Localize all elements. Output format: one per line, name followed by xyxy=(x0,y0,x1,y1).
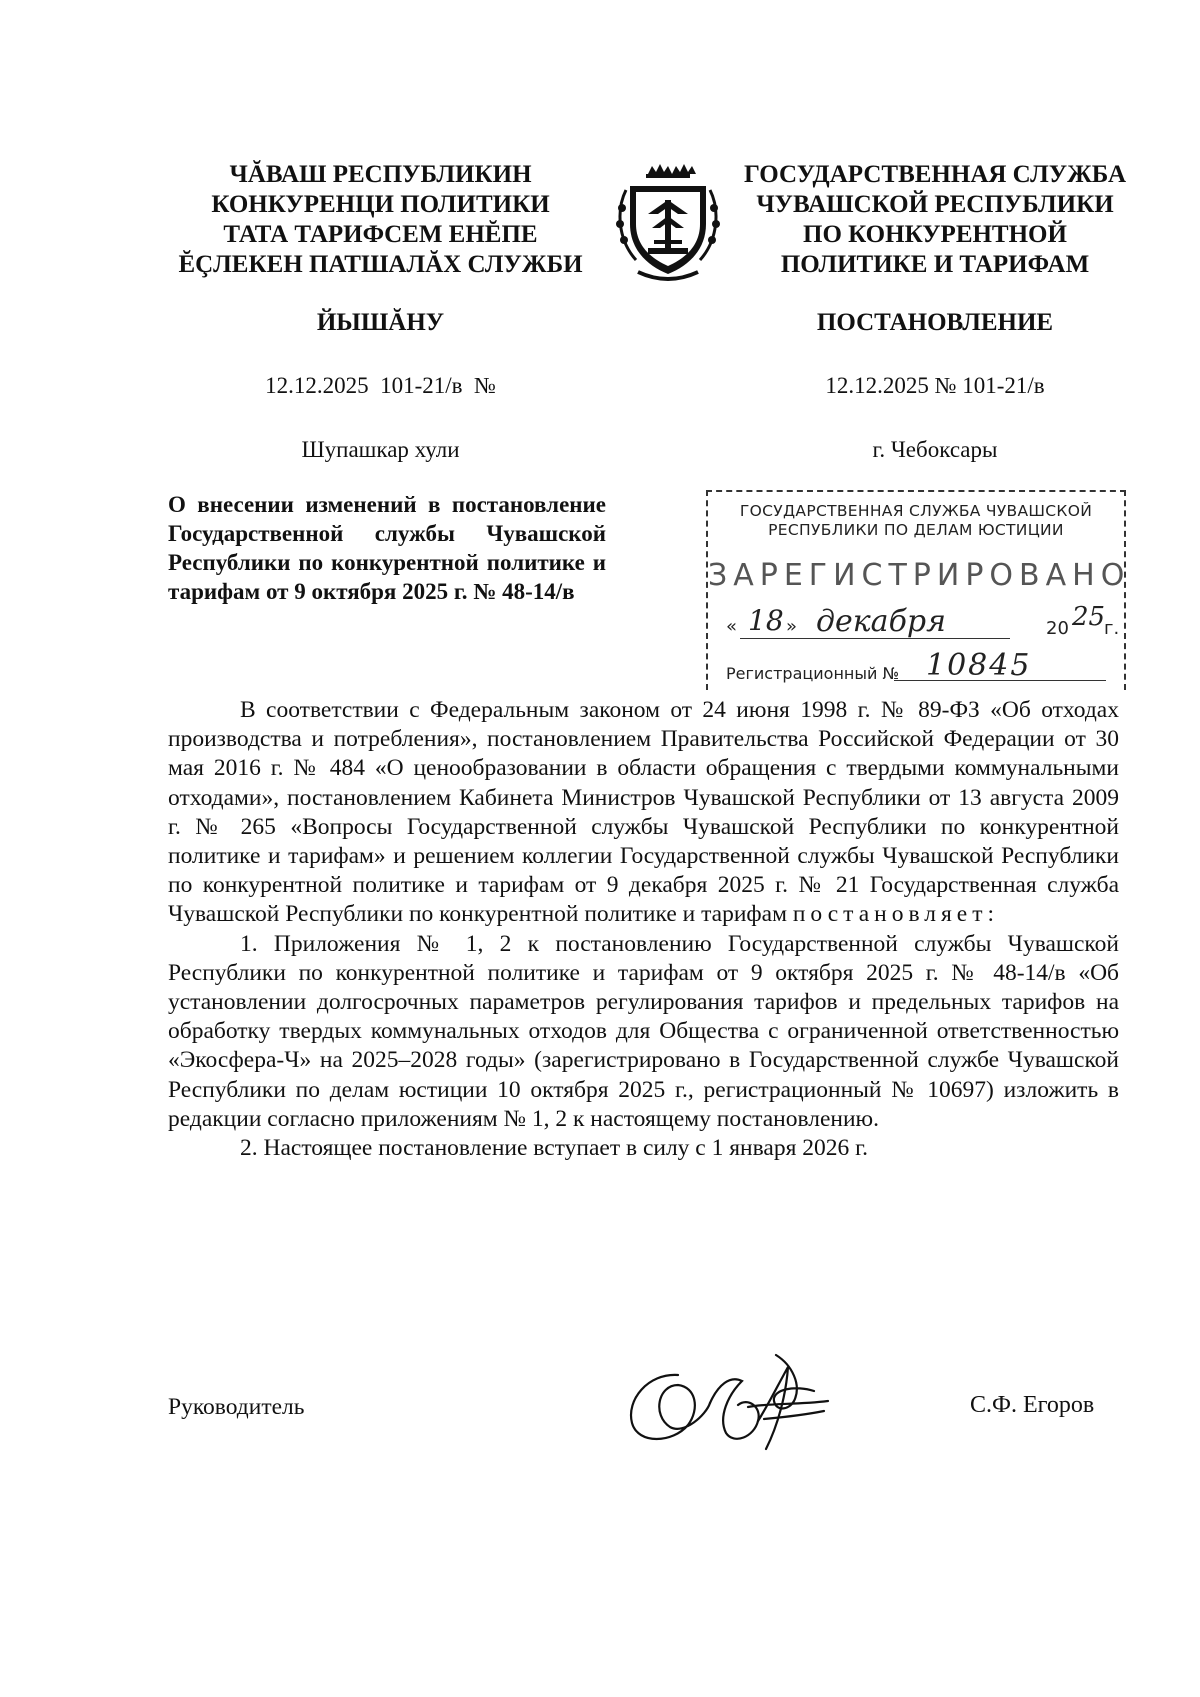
signature-title: Руководитель xyxy=(168,1394,305,1420)
header-right-line-2: ЧУВАШСКОЙ РЕСПУБЛИКИ xyxy=(756,191,1114,218)
stamp-org xyxy=(708,502,1124,540)
doc-number-right: 12.12.2025 № 101-21/в xyxy=(825,373,1045,398)
body-intro-text: В соответствии с Федеральным законом от 24 июня 1998 г. № 89-ФЗ «Об отходах производства и потребления», постановлением Правительства Российской Федерации от 30 мая 2016 г. № 484 «О ценообразовании в области обращения с твердыми коммунальными отходами», постановлением Кабинета Министров Чувашской Республики от 13 августа 2009 г. № 265 «Вопросы Государственной службы Чувашской Республики по конкурентной политике и тарифам» и решением коллегии Государственной службы Чувашской Республики по конкурентной политике и тарифам от 9 декабря 2025 г. № 21 Государственная служба Чувашской Республики по конкурентной политике и тарифам xyxy=(168,697,1119,928)
header-right-line-1: ГОСУДАРСТВЕННАЯ СЛУЖБА xyxy=(743,161,1127,188)
header-left-org xyxy=(168,160,593,280)
doc-type-left: ЙЫШĂНУ xyxy=(316,309,445,336)
city-right: г. Чебоксары xyxy=(872,437,998,462)
body-intro xyxy=(168,696,1119,930)
stamp-org-line-2: РЕСПУБЛИКИ ПО ДЕЛАМ ЮСТИЦИИ xyxy=(768,521,1064,539)
doc-type-right: ПОСТАНОВЛЕНИЕ xyxy=(816,309,1054,336)
signatory-name: С.Ф. Егоров xyxy=(970,1392,1095,1418)
stamp-reg-number: 10845 xyxy=(926,648,1032,683)
body-decree-word: постановляет: xyxy=(792,901,1000,928)
registration-stamp xyxy=(706,490,1131,690)
header-left-line-4: ĔÇЛЕКЕН ПАТШАЛĂХ СЛУЖБИ xyxy=(178,251,583,278)
stamp-year-suffix: 25 xyxy=(1072,602,1106,632)
stamp-open-quote: « xyxy=(726,616,738,637)
stamp-org-line-1: ГОСУДАРСТВЕННАЯ СЛУЖБА ЧУВАШСКОЙ xyxy=(739,502,1093,520)
stamp-year-prefix: 20 xyxy=(1046,618,1069,639)
header-left-line-2: КОНКУРЕНЦИ ПОЛИТИКИ xyxy=(211,191,550,218)
stamp-year-unit: г. xyxy=(1104,618,1120,639)
stamp-day: 18 xyxy=(748,604,784,637)
body-item-2: 2. Настоящее постановление вступает в силу с 1 января 2026 г. xyxy=(240,1135,869,1162)
stamp-date-underline xyxy=(740,638,1010,639)
stamp-reg-row xyxy=(726,648,1116,686)
stamp-month: декабря xyxy=(816,604,946,639)
doc-number-left: 12.12.2025 101-21/в № xyxy=(265,373,496,398)
header-left-line-1: ЧĂВАШ РЕСПУБЛИКИН xyxy=(229,161,532,188)
header-right-org xyxy=(740,160,1130,280)
document-subject: О внесении изменений в постановление Государственной службы Чувашской Республики по конкурентной политике и тарифам от 9 октября 2025 г. № 48-14/в xyxy=(168,492,606,604)
document-body xyxy=(168,696,1119,1163)
header-right-line-3: ПО КОНКУРЕНТНОЙ xyxy=(803,221,1067,248)
header-left-line-3: ТАТА ТАРИФСЕМ ЕНĔПЕ xyxy=(223,221,538,248)
body-item-1: 1. Приложения № 1, 2 к постановлению Государственной службы Чувашской Республики по конкурентной политике и тарифам от 9 октября 2025 г. № 48-14/в «Об установлении долгосрочных параметров регулирования тарифов и предельных тарифов на обработку твердых коммунальных отходов для Общества с ограниченной ответственностью «Экосфера-Ч» на 2025–2028 годы» (зарегистрировано в Государственной службе Чувашской Республики по делам юстиции 10 октября 2025 г., регистрационный № 10697) изложить в редакции согласно приложениям № 1, 2 к настоящему постановлению. xyxy=(168,930,1119,1132)
stamp-reg-underline xyxy=(894,680,1106,681)
city-left: Шупашкар хули xyxy=(301,437,460,462)
coat-of-arms-icon xyxy=(608,160,728,290)
handwritten-signature xyxy=(618,1345,848,1455)
stamp-reg-label: Регистрационный № xyxy=(726,664,900,683)
stamp-date-row xyxy=(726,602,1120,644)
stamp-registered: ЗАРЕГИСТРИРОВАНО xyxy=(708,558,1131,593)
stamp-close-quote: » xyxy=(786,616,798,637)
header-right-line-4: ПОЛИТИКЕ И ТАРИФАМ xyxy=(780,251,1090,278)
